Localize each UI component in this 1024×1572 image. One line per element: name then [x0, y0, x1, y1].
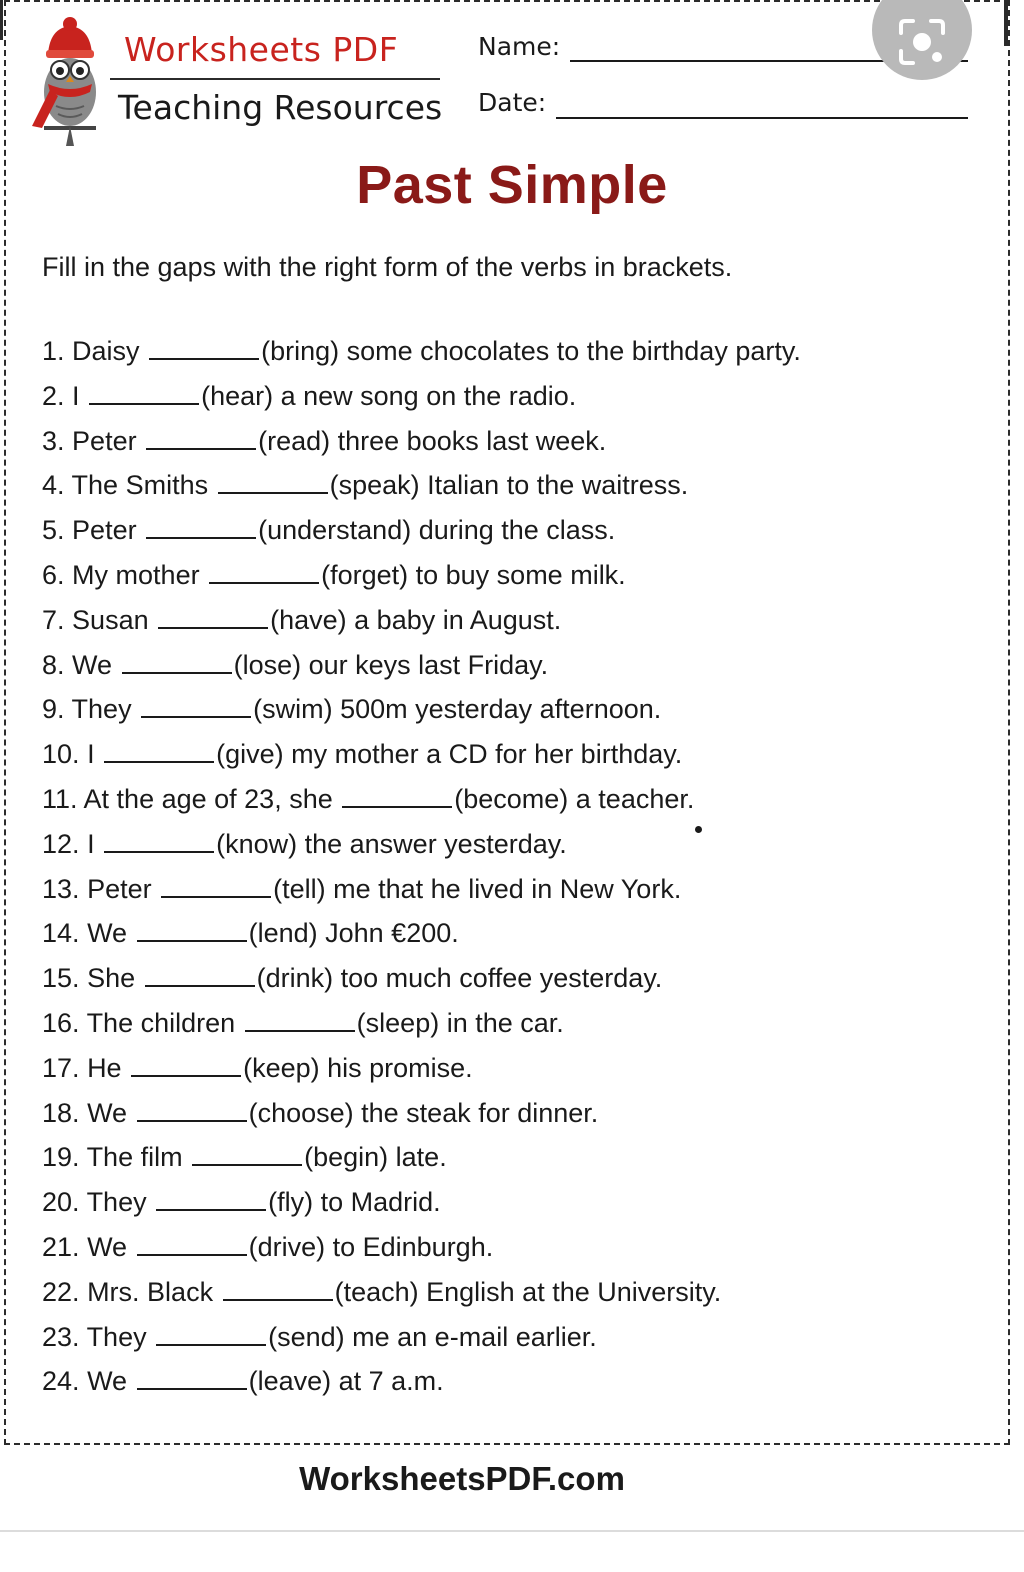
exercise-rest: (teach) English at the University. — [334, 1276, 722, 1307]
name-label: Name: — [478, 32, 561, 61]
exercise-subject: The film — [86, 1142, 183, 1173]
exercise-subject: Susan — [72, 604, 149, 635]
instructions-text: Fill in the gaps with the right form of the verbs in brackets. — [42, 252, 733, 282]
exercise-rest: (forget) to buy some milk. — [321, 559, 626, 590]
exercise-rest: (have) a baby in August. — [270, 604, 562, 635]
brand-divider — [110, 78, 440, 80]
exercise-subject: Daisy — [72, 336, 140, 366]
answer-blank[interactable] — [245, 1004, 355, 1032]
brand-name: Worksheets PDF — [124, 30, 399, 69]
exercise-subject: She — [87, 963, 136, 994]
exercise-rest: (speak) Italian to the waitress. — [329, 470, 689, 501]
answer-blank[interactable] — [131, 1049, 241, 1077]
exercise-subject: They — [86, 1187, 147, 1218]
exercise-rest: (swim) 500m yesterday afternoon. — [253, 694, 662, 725]
answer-blank[interactable] — [158, 601, 268, 629]
exercise-number: 18. — [42, 1097, 80, 1128]
exercise-number: 20. — [42, 1187, 80, 1218]
exercise-item — [42, 511, 801, 556]
exercise-rest: (hear) a new song on the radio. — [201, 380, 577, 411]
answer-blank[interactable] — [137, 914, 247, 942]
date-label: Date: — [478, 88, 547, 117]
exercise-rest: (lend) John €200. — [248, 918, 459, 949]
exercise-number: 5. — [42, 515, 65, 546]
exercise-rest: (become) a teacher. — [454, 783, 695, 814]
exercise-item — [42, 646, 801, 691]
answer-blank[interactable] — [149, 332, 259, 360]
brand-tagline: Teaching Resources — [118, 88, 443, 127]
footer-site-name: WorksheetsPDF.com — [299, 1460, 625, 1497]
answer-blank[interactable] — [89, 377, 199, 405]
exercise-rest: (choose) the steak for dinner. — [248, 1097, 599, 1128]
exercise-number: 11. — [42, 783, 78, 814]
exercise-rest: (keep) his promise. — [243, 1052, 473, 1083]
exercise-list — [42, 332, 801, 1407]
answer-blank[interactable] — [104, 735, 214, 763]
answer-blank[interactable] — [137, 1362, 247, 1390]
exercise-number: 7. — [42, 604, 65, 635]
exercise-number: 2. — [42, 380, 65, 411]
exercise-subject: I — [87, 828, 95, 859]
exercise-number: 24. — [42, 1366, 80, 1397]
exercise-rest: (drink) too much coffee yesterday. — [256, 963, 663, 994]
exercise-subject: He — [87, 1052, 122, 1083]
exercise-item — [42, 1004, 801, 1049]
exercise-item — [42, 735, 801, 780]
answer-blank[interactable] — [104, 825, 214, 853]
exercise-rest: (send) me an e-mail earlier. — [268, 1321, 597, 1352]
exercise-rest: (bring) some chocolates to the birthday party. — [261, 336, 801, 366]
exercise-item — [42, 1228, 801, 1273]
answer-blank[interactable] — [141, 690, 251, 718]
exercise-subject: Peter — [72, 425, 137, 456]
exercise-rest: (leave) at 7 a.m. — [248, 1366, 444, 1397]
exercise-number: 10. — [42, 739, 80, 770]
exercise-rest: (know) the answer yesterday. — [216, 828, 567, 859]
exercise-item — [42, 1273, 801, 1318]
exercise-subject: The children — [86, 1007, 236, 1038]
exercise-number: 22. — [42, 1276, 80, 1307]
exercise-item — [42, 1362, 801, 1407]
exercise-subject: They — [86, 1321, 147, 1352]
exercise-subject: They — [71, 694, 132, 725]
exercise-item — [42, 914, 801, 959]
answer-blank[interactable] — [192, 1138, 302, 1166]
exercise-rest: (understand) during the class. — [258, 515, 616, 546]
exercise-number: 23. — [42, 1321, 80, 1352]
answer-blank[interactable] — [156, 1318, 266, 1346]
exercise-rest: (read) three books last week. — [258, 425, 607, 456]
exercise-subject: Peter — [87, 873, 152, 904]
exercise-item — [42, 466, 801, 511]
exercise-rest: (fly) to Madrid. — [268, 1187, 441, 1218]
answer-blank[interactable] — [145, 959, 255, 987]
date-field[interactable] — [556, 117, 968, 119]
exercise-subject: I — [87, 739, 95, 770]
exercise-item — [42, 1049, 801, 1094]
page-bottom-divider — [0, 1530, 1024, 1532]
exercise-item — [42, 959, 801, 1004]
owl-mascot-icon — [26, 14, 112, 148]
exercise-number: 4. — [42, 470, 65, 501]
exercise-item — [42, 870, 801, 915]
exercise-number: 8. — [42, 649, 65, 680]
answer-blank[interactable] — [146, 511, 256, 539]
exercise-item — [42, 556, 801, 601]
exercise-subject: Mrs. Black — [87, 1276, 214, 1307]
answer-blank[interactable] — [218, 466, 328, 494]
exercise-subject: We — [87, 918, 128, 949]
exercise-number: 12. — [42, 828, 80, 859]
answer-blank[interactable] — [122, 646, 232, 674]
exercise-number: 19. — [42, 1142, 80, 1173]
exercise-rest: (sleep) in the car. — [356, 1007, 564, 1038]
exercise-number: 21. — [42, 1231, 80, 1262]
exercise-rest: (drive) to Edinburgh. — [248, 1231, 494, 1262]
exercise-number: 13. — [42, 873, 80, 904]
exercise-item — [42, 422, 801, 467]
answer-blank[interactable] — [137, 1094, 247, 1122]
exercise-number: 9. — [42, 694, 65, 725]
exercise-number: 16. — [42, 1007, 80, 1038]
exercise-item — [42, 377, 801, 422]
exercise-number: 14. — [42, 918, 80, 949]
exercise-subject: We — [87, 1366, 128, 1397]
answer-blank[interactable] — [156, 1183, 266, 1211]
exercise-rest: (give) my mother a CD for her birthday. — [216, 739, 683, 770]
stray-dot — [695, 826, 702, 833]
left-edge-mark — [0, 0, 3, 40]
exercise-item — [42, 1094, 801, 1139]
exercise-number: 17. — [42, 1052, 80, 1083]
exercise-number: 15. — [42, 963, 80, 994]
exercise-subject: We — [72, 649, 113, 680]
google-lens-icon — [895, 15, 949, 69]
answer-blank[interactable] — [342, 780, 452, 808]
exercise-number: 3. — [42, 425, 65, 456]
exercise-subject: My mother — [72, 559, 200, 590]
exercise-item — [42, 825, 801, 870]
answer-blank[interactable] — [146, 422, 256, 450]
answer-blank[interactable] — [161, 870, 271, 898]
worksheet-title: Past Simple — [356, 155, 668, 215]
answer-blank[interactable] — [209, 556, 319, 584]
exercise-item — [42, 1318, 801, 1363]
exercise-item — [42, 1183, 801, 1228]
exercise-item — [42, 332, 801, 377]
exercise-subject: The Smiths — [71, 470, 209, 501]
exercise-item — [42, 601, 801, 646]
exercise-subject: We — [87, 1231, 128, 1262]
answer-blank[interactable] — [223, 1273, 333, 1301]
exercise-rest: (tell) me that he lived in New York. — [273, 873, 682, 904]
answer-blank[interactable] — [137, 1228, 247, 1256]
exercise-item — [42, 690, 801, 735]
exercise-subject: We — [87, 1097, 128, 1128]
exercise-rest: (begin) late. — [304, 1142, 447, 1173]
exercise-number: 1. — [42, 336, 65, 366]
exercise-rest: (lose) our keys last Friday. — [233, 649, 549, 680]
exercise-subject: Peter — [72, 515, 137, 546]
exercise-subject: I — [72, 380, 80, 411]
exercise-subject: At the age of 23, she — [83, 783, 333, 814]
exercise-item — [42, 1138, 801, 1183]
exercise-number: 6. — [42, 559, 65, 590]
exercise-item — [42, 780, 801, 825]
